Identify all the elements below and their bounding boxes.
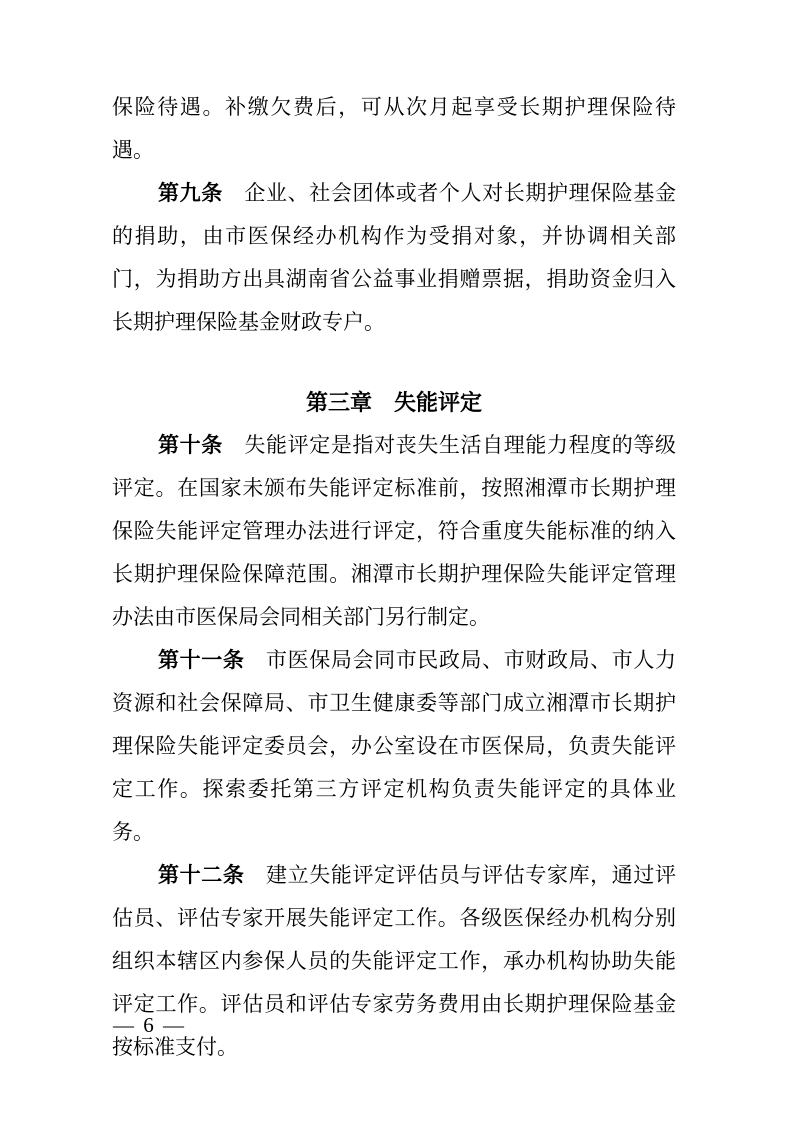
document-body <box>112 86 676 1069</box>
chapter-heading: 第三章 失能评定 <box>305 390 482 415</box>
article-number: 第十一条 <box>158 648 245 672</box>
article-number: 第九条 <box>158 181 223 205</box>
paragraph-text: 企业、社会团体或者个人对长期护理保险基金的捐助，由市医保经办机构作为受捐对象，并协调相关部门，为捐助方出具湖南省公益事业捐赠票据，捐助资金归入长期护理保险基金财政专户。 <box>112 181 677 334</box>
paragraph <box>112 172 676 344</box>
paragraph-text: 市医保局会同市民政局、市财政局、市人力资源和社会保障局、市卫生健康委等部门成立湘潭市长期护理保险失能评定委员会，办公室设在市医保局，负责失能评定工作。探索委托第三方评定机构负责失能评定的具体业务。 <box>112 648 677 844</box>
paragraph <box>112 854 676 1069</box>
paragraph-text: 失能评定是指对丧失生活自理能力程度的等级评定。在国家未颁布失能评定标准前，按照湘潭市长期护理保险失能评定管理办法进行评定，符合重度失能标准的纳入长期护理保险保障范围。湘潭市长期护理保险失能评定管理办法由市医保局会同相关部门另行制定。 <box>112 433 677 629</box>
paragraph <box>112 639 676 854</box>
paragraph-text: 建立失能评定评估员与评估专家库，通过评估员、评估专家开展失能评定工作。各级医保经办机构分别组织本辖区内参保人员的失能评定工作，承办机构协助失能评定工作。评估员和评估专家劳务费用由长期护理保险基金按标准支付。 <box>112 863 677 1059</box>
article-number: 第十条 <box>158 433 223 457</box>
paragraph-continuation <box>112 86 676 172</box>
page-footer <box>113 1010 186 1040</box>
article-number: 第十二条 <box>158 863 245 887</box>
page-number: — 6 — <box>113 1013 186 1037</box>
paragraph <box>112 424 676 639</box>
paragraph-text: 保险待遇。补缴欠费后，可从次月起享受长期护理保险待遇。 <box>112 95 676 162</box>
